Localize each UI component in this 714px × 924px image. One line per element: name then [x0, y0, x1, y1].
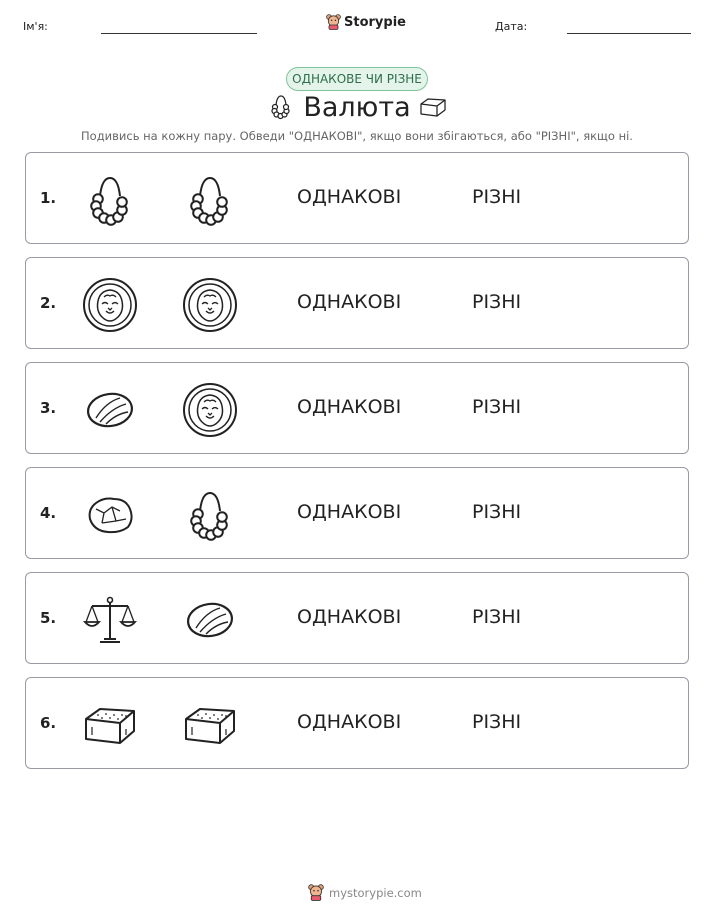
lion-coin-icon	[82, 277, 138, 333]
option-different[interactable]: РІЗНІ	[472, 711, 522, 733]
worksheet-type-badge: ОДНАКОВЕ ЧИ РІЗНЕ	[286, 67, 428, 91]
option-same[interactable]: ОДНАКОВІ	[297, 291, 402, 313]
option-different[interactable]: РІЗНІ	[472, 606, 522, 628]
option-different[interactable]: РІЗНІ	[472, 396, 522, 418]
date-label: Дата:	[495, 20, 528, 33]
salt-block-icon	[418, 93, 448, 121]
question-number: 1.	[40, 189, 57, 207]
option-different[interactable]: РІЗНІ	[472, 186, 522, 208]
question-number: 4.	[40, 504, 57, 522]
bead-necklace-icon	[182, 487, 238, 543]
name-label: Ім'я:	[23, 20, 48, 33]
question-row	[25, 467, 689, 559]
question-number: 2.	[40, 294, 57, 312]
option-same[interactable]: ОДНАКОВІ	[297, 186, 402, 208]
bear-mascot-icon	[326, 14, 341, 30]
name-line[interactable]	[101, 33, 257, 34]
question-row	[25, 677, 689, 769]
question-number: 3.	[40, 399, 57, 417]
lion-coin-icon	[182, 277, 238, 333]
page-title: Валюта	[303, 92, 411, 123]
rock-icon	[82, 487, 138, 543]
bead-necklace-icon	[82, 172, 138, 228]
question-row	[25, 257, 689, 349]
instructions: Подивись на кожну пару. Обведи "ОДНАКОВІ", якщо вони збігаються, або "РІЗНІ", якщо ні.	[81, 129, 633, 143]
option-same[interactable]: ОДНАКОВІ	[297, 606, 402, 628]
option-same[interactable]: ОДНАКОВІ	[297, 501, 402, 523]
option-different[interactable]: РІЗНІ	[472, 291, 522, 313]
bear-mascot-icon	[308, 884, 324, 901]
footer	[308, 884, 422, 901]
question-row	[25, 362, 689, 454]
question-row	[25, 152, 689, 244]
oval-coin-icon	[182, 592, 238, 648]
salt-block-icon	[82, 697, 138, 753]
oval-coin-icon	[82, 382, 138, 438]
date-line[interactable]	[567, 33, 691, 34]
storypie-logo	[326, 14, 406, 30]
question-row	[25, 572, 689, 664]
footer-url[interactable]: mystorypie.com	[329, 885, 422, 900]
brand-name: Storypie	[344, 14, 406, 30]
question-number: 5.	[40, 609, 57, 627]
option-same[interactable]: ОДНАКОВІ	[297, 711, 402, 733]
scales-icon	[82, 592, 138, 648]
salt-block-icon	[182, 697, 238, 753]
lion-coin-icon	[182, 382, 238, 438]
question-number: 6.	[40, 714, 57, 732]
option-different[interactable]: РІЗНІ	[472, 501, 522, 523]
option-same[interactable]: ОДНАКОВІ	[297, 396, 402, 418]
bead-necklace-icon	[182, 172, 238, 228]
